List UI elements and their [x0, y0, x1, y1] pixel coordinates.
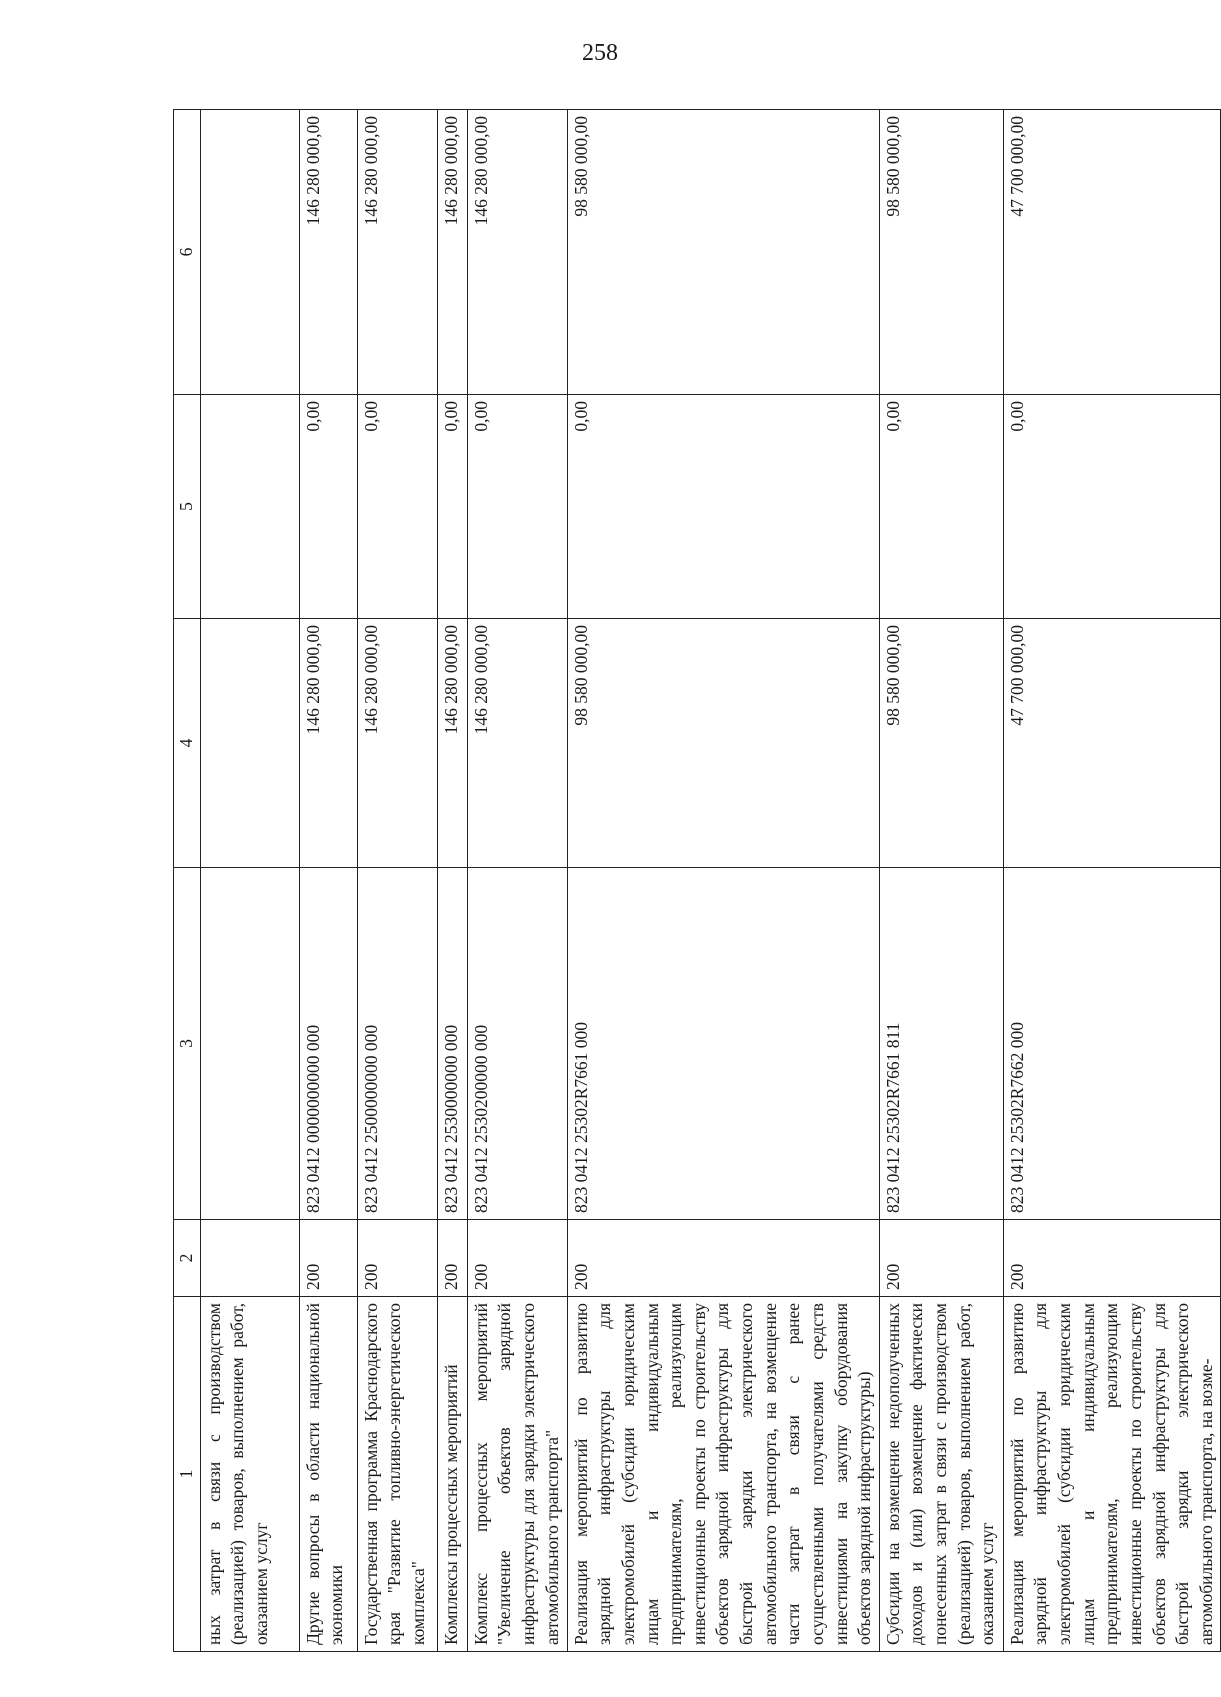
header-cell: 1 [174, 1297, 201, 1652]
row-col4: 146 280 000,00 [437, 619, 467, 868]
row-code: 200 [467, 1220, 567, 1297]
table-row [567, 110, 879, 1652]
row-col6: 47 700 000,00 [1003, 110, 1221, 395]
row-col5: 0,00 [879, 395, 1003, 619]
table-row [437, 110, 467, 1652]
row-classifier: 823 0412 25302R7661 000 [567, 868, 879, 1220]
row-classifier: 823 0412 0000000000 000 [299, 868, 357, 1220]
row-col5: 0,00 [437, 395, 467, 619]
row-code [200, 1220, 299, 1297]
row-col4: 146 280 000,00 [467, 619, 567, 868]
page-number: 258 [582, 40, 618, 66]
row-col5: 0,00 [299, 395, 357, 619]
row-col4: 146 280 000,00 [299, 619, 357, 868]
row-name: Комплексы процессных мероприятий [437, 1297, 467, 1652]
row-col4: 98 580 000,00 [567, 619, 879, 868]
row-name: Субсидии на возмещение недополученных доходов и (или) возмещение фактически понесенных затрат в связи с производством (реализацией) товаров, выполнением работ, оказанием услуг [879, 1297, 1003, 1652]
row-code: 200 [1003, 1220, 1221, 1297]
row-code: 200 [437, 1220, 467, 1297]
row-col6: 98 580 000,00 [567, 110, 879, 395]
row-col5 [200, 395, 299, 619]
row-col6: 146 280 000,00 [437, 110, 467, 395]
row-code: 200 [299, 1220, 357, 1297]
row-col6: 146 280 000,00 [357, 110, 437, 395]
row-name: ных затрат в связи с производством (реализацией) товаров, выполнением работ, оказанием услуг [200, 1297, 299, 1652]
row-code: 200 [357, 1220, 437, 1297]
row-code: 200 [879, 1220, 1003, 1297]
table-row [879, 110, 1003, 1652]
budget-table [173, 109, 1221, 1652]
table-row [1003, 110, 1221, 1652]
row-col5: 0,00 [1003, 395, 1221, 619]
table-header-row [174, 110, 201, 1652]
row-col4: 146 280 000,00 [357, 619, 437, 868]
row-name: Реализация мероприятий по развитию зарядной инфраструктуры для электромобилей (субсидии юридическим лицам и индивидуальным предпринимателям, реализующим инвестиционные проекты по строительству объектов зарядной инфраструктуры для быстрой зарядки электрического автомобильного транспорта, на возмещение части затрат в связи с ранее осуществленными получателями средств инвестициями на закупку оборудования объектов зарядной инфраструктуры) [567, 1297, 879, 1652]
row-col6 [200, 110, 299, 395]
row-col5: 0,00 [357, 395, 437, 619]
table-row [357, 110, 437, 1652]
row-name: Реализация мероприятий по развитию зарядной инфраструктуры для электромобилей (субсидии юридическим лицам и индивидуальным предпринимателям, реализующим инвестиционные проекты по строительству объектов зарядной инфраструктуры для быстрой зарядки электрического автомобильного транспорта, на возме- [1003, 1297, 1221, 1652]
row-classifier [200, 868, 299, 1220]
row-classifier: 823 0412 2530000000 000 [437, 868, 467, 1220]
header-cell: 6 [174, 110, 201, 395]
table-row [299, 110, 357, 1652]
row-col5: 0,00 [467, 395, 567, 619]
row-name: Комплекс процессных мероприятий "Увеличение объектов зарядной инфраструктуры для зарядки электрического автомобильного транспорта" [467, 1297, 567, 1652]
header-cell: 5 [174, 395, 201, 619]
header-cell: 4 [174, 619, 201, 868]
row-classifier: 823 0412 2530200000 000 [467, 868, 567, 1220]
row-classifier: 823 0412 25302R7661 811 [879, 868, 1003, 1220]
table-row [467, 110, 567, 1652]
row-code: 200 [567, 1220, 879, 1297]
row-col6: 98 580 000,00 [879, 110, 1003, 395]
rotated-table-container [173, 110, 1216, 1652]
row-col6: 146 280 000,00 [299, 110, 357, 395]
row-col4: 98 580 000,00 [879, 619, 1003, 868]
table-row [200, 110, 299, 1652]
row-classifier: 823 0412 2500000000 000 [357, 868, 437, 1220]
header-cell: 3 [174, 868, 201, 1220]
row-name: Другие вопросы в области национальной экономики [299, 1297, 357, 1652]
row-col4 [200, 619, 299, 868]
row-col6: 146 280 000,00 [467, 110, 567, 395]
header-cell: 2 [174, 1220, 201, 1297]
row-col5: 0,00 [567, 395, 879, 619]
row-col4: 47 700 000,00 [1003, 619, 1221, 868]
row-classifier: 823 0412 25302R7662 000 [1003, 868, 1221, 1220]
row-name: Государственная программа Краснодарского края "Развитие топливно-энергетического комплекса" [357, 1297, 437, 1652]
